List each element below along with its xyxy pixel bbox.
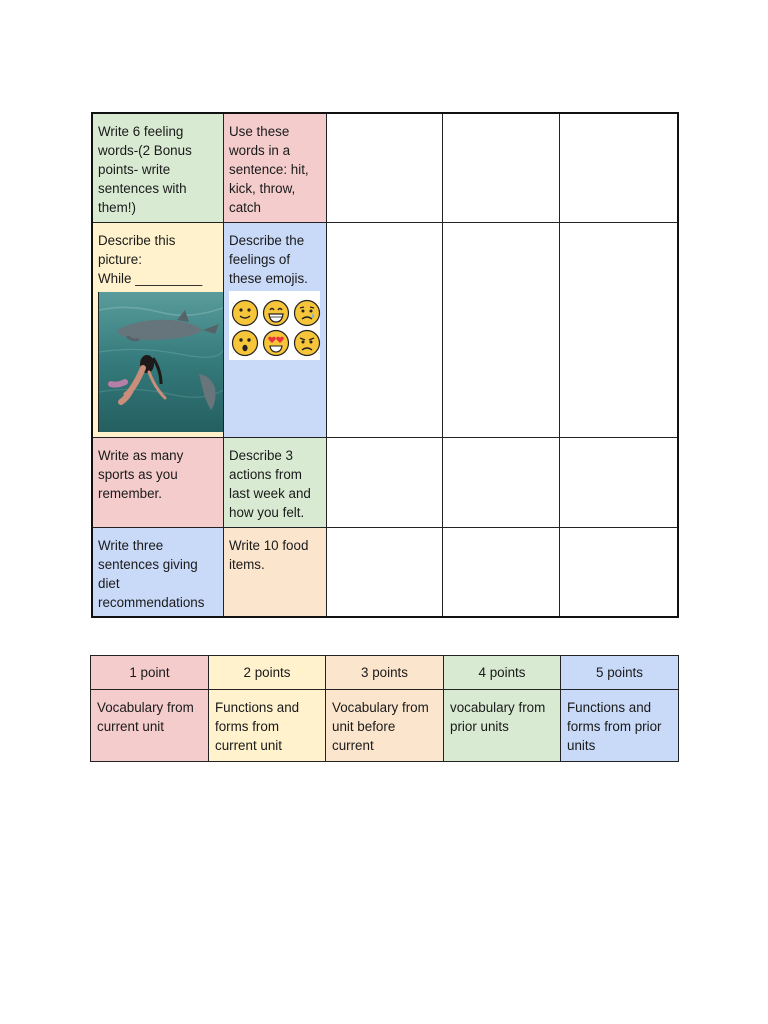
cell-text: Write three sentences giving diet recommendations: [98, 537, 205, 610]
empty-cell: [443, 527, 560, 617]
table-row: [92, 437, 678, 527]
empty-cell: [443, 222, 560, 437]
points-header: 4 points: [444, 656, 561, 690]
cell-text: Write 10 food items.: [229, 537, 309, 572]
grinning-face-icon: [262, 299, 290, 327]
heart-eyes-face-icon: [262, 329, 290, 357]
empty-cell: [327, 222, 443, 437]
emoji-panel: [229, 291, 320, 360]
empty-cell: [443, 113, 560, 222]
table-row: [92, 113, 678, 222]
points-description: vocabulary from prior units: [444, 690, 561, 762]
points-header: 5 points: [561, 656, 679, 690]
points-header: 1 point: [91, 656, 209, 690]
grid-cell: [92, 222, 224, 437]
surprised-face-icon: [231, 329, 259, 357]
table-row: [92, 527, 678, 617]
cell-text: Describe 3 actions from last week and how you felt.: [229, 447, 311, 520]
worried-face-icon: [293, 299, 321, 327]
points-description: Vocabulary from unit before current: [326, 690, 444, 762]
empty-cell: [560, 527, 678, 617]
points-header: 2 points: [209, 656, 326, 690]
cell-text: Write 6 feeling words-(2 Bonus points- write sentences with them!): [98, 124, 192, 215]
points-description: Functions and forms from current unit: [209, 690, 326, 762]
empty-cell: [327, 437, 443, 527]
empty-cell: [443, 437, 560, 527]
table-row: [91, 656, 679, 690]
points-description: Vocabulary from current unit: [91, 690, 209, 762]
empty-cell: [560, 222, 678, 437]
grid-cell: [224, 222, 327, 437]
grid-cell: [224, 437, 327, 527]
cell-text: Write as many sports as you remember.: [98, 447, 184, 501]
grid-cell: [92, 527, 224, 617]
cell-text: Describe this picture: While _________: [98, 232, 203, 286]
table-row: [92, 222, 678, 437]
grid-cell: [224, 527, 327, 617]
cell-text: Use these words in a sentence: hit, kick, throw, catch: [229, 124, 309, 215]
points-description: Functions and forms from prior units: [561, 690, 679, 762]
slightly-smiling-face-icon: [231, 299, 259, 327]
empty-cell: [560, 437, 678, 527]
cell-text: Describe the feelings of these emojis.: [229, 232, 308, 286]
grid-cell: [92, 113, 224, 222]
grid-cell: [224, 113, 327, 222]
angry-face-icon: [293, 329, 321, 357]
empty-cell: [327, 113, 443, 222]
grid-cell: [92, 437, 224, 527]
points-legend-table: [90, 655, 679, 762]
empty-cell: [327, 527, 443, 617]
empty-cell: [560, 113, 678, 222]
table-row: [91, 690, 679, 762]
dolphin-swimmer-photo: [98, 292, 223, 432]
points-header: 3 points: [326, 656, 444, 690]
activity-grid: [91, 112, 679, 618]
